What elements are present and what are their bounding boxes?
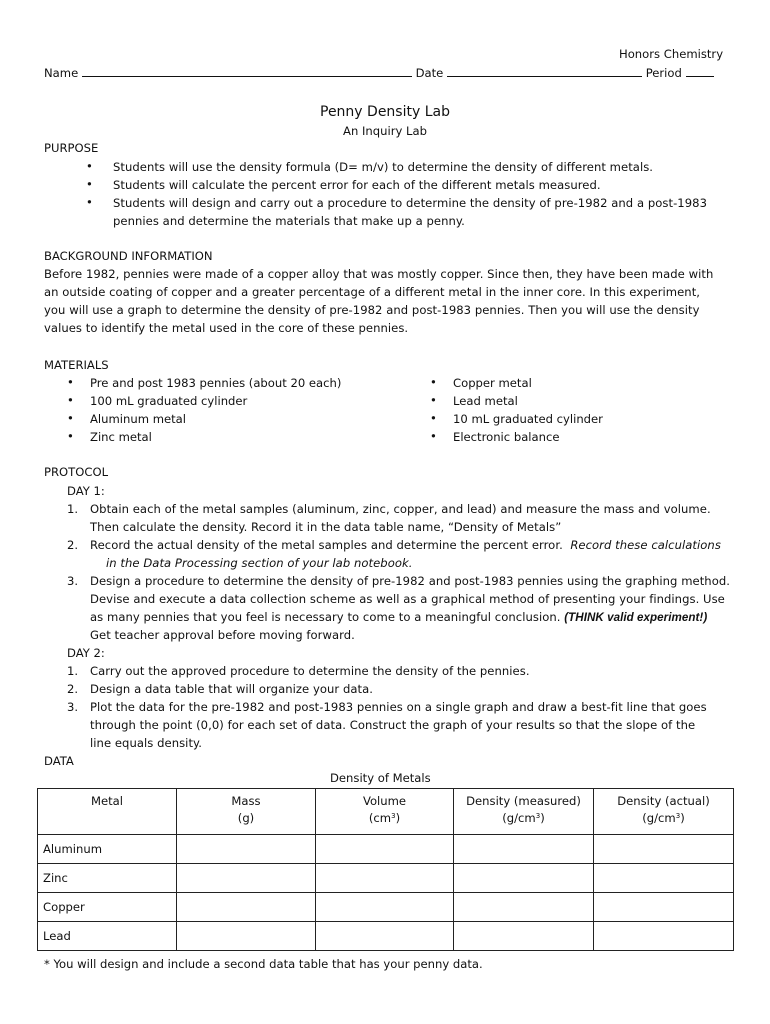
date-label: Date [415,66,444,80]
footnote: * You will design and include a second data table that has your penny data. [44,957,483,971]
row-label: Copper [38,893,177,922]
table-cell[interactable] [316,864,454,893]
protocol-step [90,538,721,552]
day1-heading: DAY 1: [67,484,105,498]
table-row [38,835,734,864]
material-item: Zinc metal [90,430,152,444]
protocol-step-cont: Get teacher approval before moving forward. [90,628,355,642]
page-subtitle: An Inquiry Lab [343,124,427,138]
material-item: Pre and post 1983 pennies (about 20 each) [90,376,342,390]
step-number: 3. [67,700,79,714]
row-label: Lead [38,922,177,951]
data-heading: DATA [44,754,74,768]
material-item: Copper metal [453,376,532,390]
col-header-density-actual: Density (actual) $(g/cm^3)$ [594,789,734,835]
col-header-density-measured: Density (measured) $(g/cm^3)$ [454,789,594,835]
page-title: Penny Density Lab [320,104,450,120]
bullet-icon: • [67,393,74,407]
table-cell[interactable] [454,835,594,864]
density-table [37,788,734,951]
date-field[interactable] [447,66,642,77]
bullet-icon: • [86,177,93,191]
material-item: Lead metal [453,394,518,408]
bullet-icon: • [86,195,93,209]
protocol-step-emphasis: (THINK valid experiment!) [564,611,708,624]
background-line: values to identify the metal used in the core of these pennies. [44,321,409,335]
table-cell[interactable] [454,922,594,951]
protocol-step: Design a procedure to determine the density of pre-1982 and post-1983 pennies using the graphing method. [90,574,730,588]
step-number: 3. [67,574,79,588]
step-number: 1. [67,502,79,516]
protocol-step: Carry out the approved procedure to determine the density of the pennies. [90,664,530,678]
table-header-row [38,789,734,835]
table-cell[interactable] [316,922,454,951]
table-cell[interactable] [594,922,734,951]
period-label: Period [645,66,682,80]
table-cell[interactable] [316,893,454,922]
bullet-icon: • [430,375,437,389]
background-line: an outside coating of copper and a greater percentage of a different metal in the inner core. In this experiment, [44,285,701,299]
table-cell[interactable] [177,893,316,922]
name-date-period-line [44,66,714,80]
table-cell[interactable] [454,864,594,893]
table-row [38,893,734,922]
protocol-step-text: Record the actual density of the metal samples and determine the percent error. [90,538,563,552]
course-label: Honors Chemistry [619,47,724,61]
col-header-metal: Metal [38,789,177,835]
table-cell[interactable] [594,835,734,864]
protocol-step-cont [90,610,707,624]
protocol-step-italic: Record these calculations [570,538,721,552]
table-row [38,864,734,893]
bullet-icon: • [67,411,74,425]
bullet-icon: • [67,375,74,389]
name-label: Name [44,66,79,80]
protocol-step-cont: Devise and execute a data collection scheme as well as a graphical method of presenting your findings. Use [90,592,725,606]
protocol-step-cont: Then calculate the density. Record it in the data table name, “Density of Metals” [90,520,562,534]
table-cell[interactable] [177,922,316,951]
background-line: you will use a graph to determine the density of pre-1982 and post-1983 pennies. Then you will use the density [44,303,700,317]
table-cell[interactable] [316,835,454,864]
period-field[interactable] [686,66,714,77]
purpose-heading: PURPOSE [44,141,99,155]
table-cell[interactable] [594,893,734,922]
protocol-step: Design a data table that will organize your data. [90,682,374,696]
table-title: Density of Metals [330,771,431,785]
col-header-volume: Volume $(cm^3)$ [316,789,454,835]
purpose-item-cont: pennies and determine the materials that make up a penny. [113,214,465,228]
material-item: Aluminum metal [90,412,186,426]
bullet-icon: • [430,411,437,425]
bullet-icon: • [67,429,74,443]
col-header-mass: Mass (g) [177,789,316,835]
table-cell[interactable] [594,864,734,893]
bullet-icon: • [86,159,93,173]
purpose-item: Students will calculate the percent error for each of the different metals measured. [113,178,601,192]
row-label: Aluminum [38,835,177,864]
purpose-item: Students will design and carry out a procedure to determine the density of pre-1982 and a post-1983 [113,196,708,210]
table-row [38,922,734,951]
materials-heading: MATERIALS [44,358,109,372]
step-number: 2. [67,538,79,552]
table-cell[interactable] [177,835,316,864]
background-line: Before 1982, pennies were made of a copper alloy that was mostly copper. Since then, they have been made with [44,267,714,281]
background-heading: BACKGROUND INFORMATION [44,249,213,263]
material-item: 10 mL graduated cylinder [453,412,603,426]
protocol-step-cont: through the point (0,0) for each set of data. Construct the graph of your results so that the slope of the [90,718,696,732]
protocol-step-cont: in the Data Processing section of your lab notebook. [106,556,413,570]
name-field[interactable] [82,66,412,77]
day2-heading: DAY 2: [67,646,105,660]
bullet-icon: • [430,393,437,407]
step-number: 1. [67,664,79,678]
protocol-step: Obtain each of the metal samples (aluminum, zinc, copper, and lead) and measure the mass and volume. [90,502,711,516]
material-item: Electronic balance [453,430,560,444]
table-cell[interactable] [454,893,594,922]
table-cell[interactable] [177,864,316,893]
protocol-heading: PROTOCOL [44,465,109,479]
step-number: 2. [67,682,79,696]
protocol-step: Plot the data for the pre-1982 and post-1983 pennies on a single graph and draw a best-fit line that goes [90,700,707,714]
row-label: Zinc [38,864,177,893]
protocol-step-text: as many pennies that you feel is necessary to come to a meaningful conclusion. [90,610,561,624]
protocol-step-cont: line equals density. [90,736,203,750]
material-item: 100 mL graduated cylinder [90,394,248,408]
purpose-item: Students will use the density formula (D= m/v) to determine the density of different metals. [113,160,654,174]
bullet-icon: • [430,429,437,443]
